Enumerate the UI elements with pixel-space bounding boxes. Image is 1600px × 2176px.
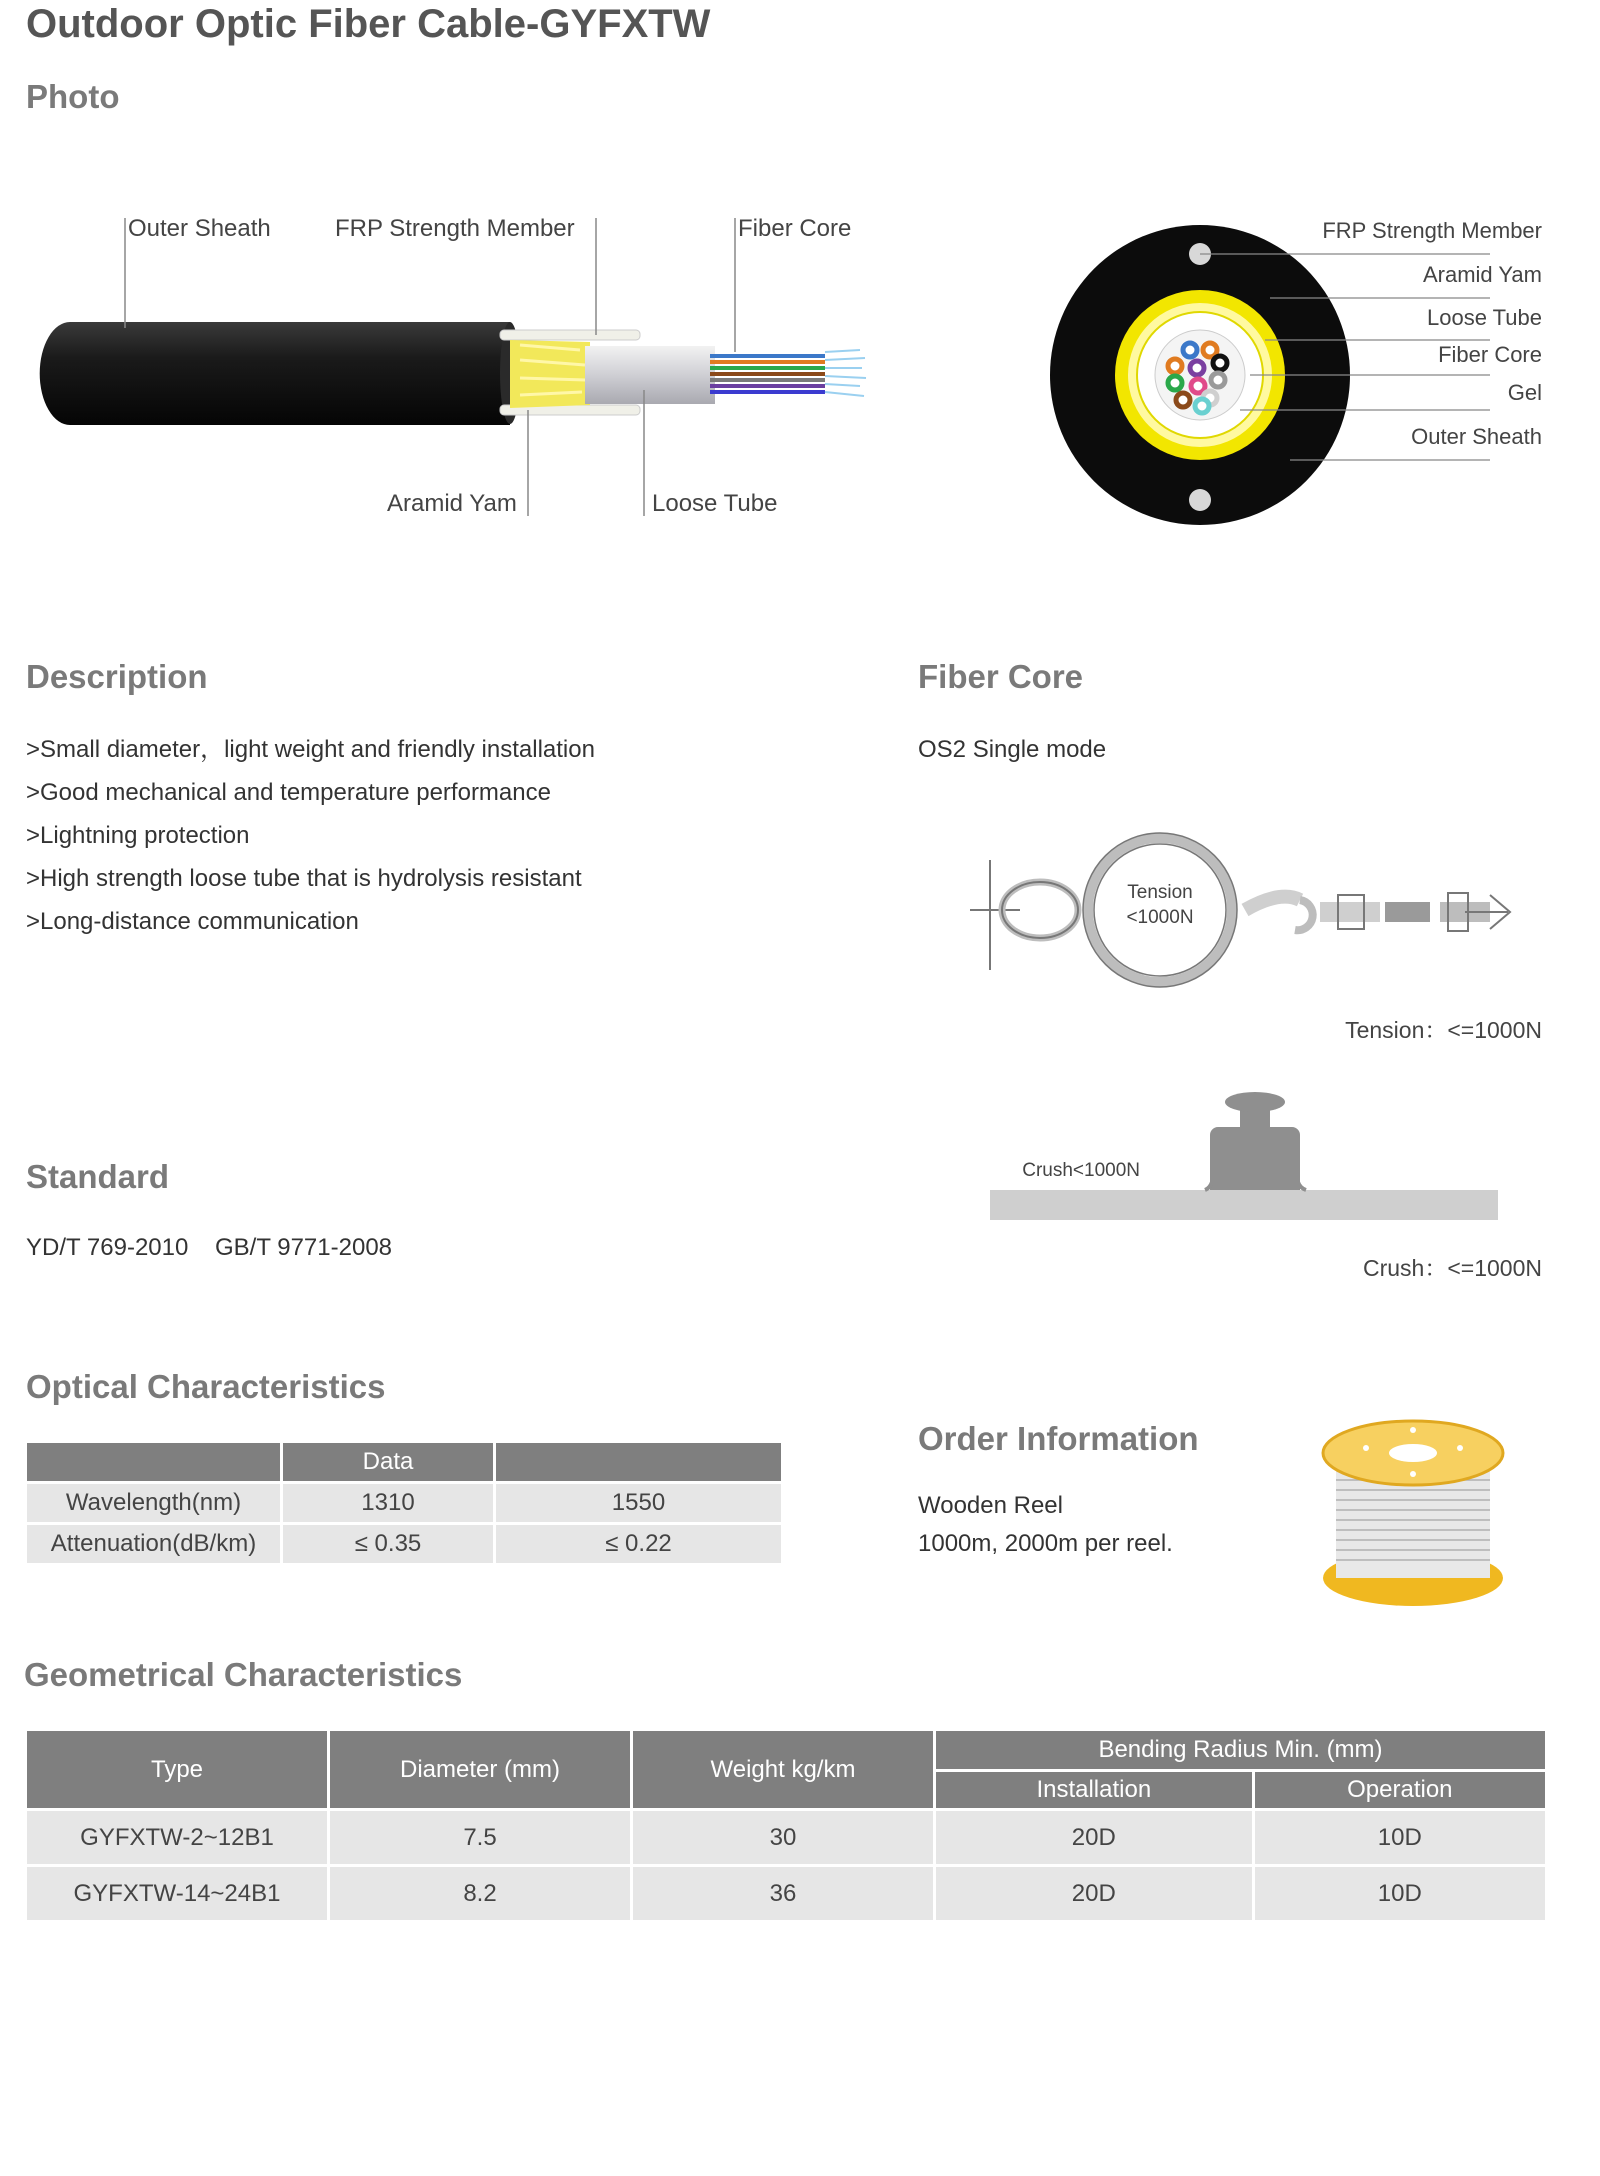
cross-label-frp: FRP Strength Member	[1322, 218, 1542, 243]
label-loose-tube: Loose Tube	[652, 490, 778, 517]
standard-heading: Standard	[26, 1158, 170, 1195]
table-row	[26, 1524, 783, 1565]
tension-graphic-line2: <1000N	[1126, 907, 1194, 928]
header-bending-radius: Bending Radius Min. (mm)	[935, 1730, 1547, 1771]
geo-cell: 36	[632, 1866, 935, 1922]
optical-header-cell	[495, 1442, 783, 1483]
optical-cell: Wavelength(nm)	[26, 1483, 282, 1524]
crush-illustration	[990, 1090, 1510, 1230]
header-weight: Weight kg/km	[632, 1730, 935, 1810]
optical-cell: 1310	[282, 1483, 495, 1524]
table-row	[26, 1866, 1547, 1922]
fiber-core-text: OS2 Single mode	[918, 736, 1107, 763]
order-line-1: Wooden Reel	[918, 1492, 1063, 1519]
label-aramid-yam: Aramid Yam	[387, 490, 517, 517]
cross-label-fiber-core: Fiber Core	[1438, 342, 1542, 367]
crush-caption: Crush：<=1000N	[1363, 1255, 1542, 1281]
fiber-core-heading: Fiber Core	[918, 658, 1084, 695]
standard-text: YD/T 769-2010 GB/T 9771-2008	[26, 1234, 393, 1261]
photo-heading: Photo	[26, 78, 120, 115]
table-row	[26, 1483, 783, 1524]
geometrical-header-row	[26, 1730, 1547, 1771]
optical-header-row	[26, 1442, 783, 1483]
wooden-reel-illustration	[1318, 1408, 1518, 1608]
geo-cell: 8.2	[329, 1866, 632, 1922]
description-item: >Small diameter，light weight and friendly installation	[26, 736, 595, 763]
geo-cell: 20D	[935, 1866, 1254, 1922]
geometrical-table	[24, 1728, 1548, 1923]
order-text	[918, 1487, 1173, 1563]
crush-graphic-label: Crush<1000N	[1022, 1160, 1140, 1181]
description-list	[26, 728, 595, 943]
header-operation: Operation	[1253, 1771, 1546, 1810]
order-heading: Order Information	[918, 1420, 1199, 1457]
description-heading: Description	[26, 658, 208, 695]
tension-graphic-line1: Tension	[1127, 882, 1193, 903]
geo-cell: 20D	[935, 1810, 1254, 1866]
optical-cell: 1550	[495, 1483, 783, 1524]
geo-cell: GYFXTW-14~24B1	[26, 1866, 329, 1922]
geo-cell: 10D	[1253, 1810, 1546, 1866]
tension-illustration	[960, 830, 1540, 990]
geo-cell: 30	[632, 1810, 935, 1866]
optical-cell: ≤ 0.22	[495, 1524, 783, 1565]
geo-cell: GYFXTW-2~12B1	[26, 1810, 329, 1866]
label-outer-sheath: Outer Sheath	[128, 215, 271, 242]
optical-header-cell	[26, 1442, 282, 1483]
header-type: Type	[26, 1730, 329, 1810]
order-line-2: 1000m, 2000m per reel.	[918, 1530, 1173, 1557]
label-fiber-core: Fiber Core	[738, 215, 852, 242]
header-diameter: Diameter (mm)	[329, 1730, 632, 1810]
cable-side-view-illustration	[30, 200, 890, 520]
optical-cell: ≤ 0.35	[282, 1524, 495, 1565]
table-row	[26, 1810, 1547, 1866]
cross-label-loose-tube: Loose Tube	[1427, 305, 1542, 330]
optical-header-cell: Data	[282, 1442, 495, 1483]
label-frp-strength-member: FRP Strength Member	[335, 215, 575, 242]
geometrical-heading: Geometrical Characteristics	[24, 1656, 463, 1693]
header-installation: Installation	[935, 1771, 1254, 1810]
description-item: >Long-distance communication	[26, 908, 359, 935]
cross-label-aramid: Aramid Yam	[1422, 262, 1542, 287]
description-item: >Lightning protection	[26, 822, 250, 849]
cross-label-outer-sheath: Outer Sheath	[1411, 424, 1542, 449]
description-item: >High strength loose tube that is hydrolysis resistant	[26, 865, 582, 892]
optical-cell: Attenuation(dB/km)	[26, 1524, 282, 1565]
geo-cell: 7.5	[329, 1810, 632, 1866]
optical-table	[24, 1440, 784, 1566]
optical-heading: Optical Characteristics	[26, 1368, 386, 1405]
description-item: >Good mechanical and temperature performance	[26, 779, 551, 806]
geo-cell: 10D	[1253, 1866, 1546, 1922]
tension-caption: Tension：<=1000N	[1345, 1017, 1542, 1043]
page-title: Outdoor Optic Fiber Cable-GYFXTW	[26, 2, 711, 46]
cross-label-gel: Gel	[1507, 380, 1542, 405]
